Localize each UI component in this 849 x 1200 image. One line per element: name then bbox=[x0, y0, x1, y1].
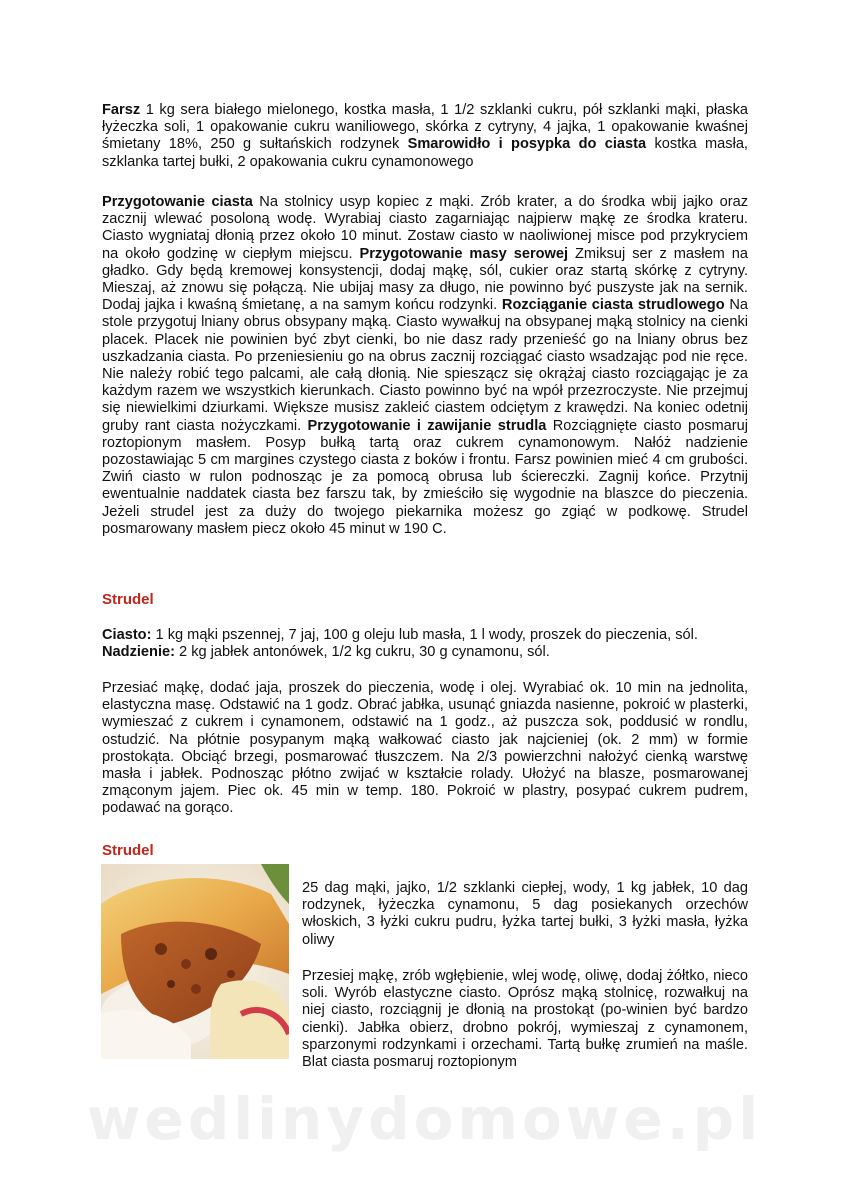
dough-prep-text: Na stolnicy usyp kopiec z mąki. Zrób krater, a do środka wbij jajko oraz zacznij wlewać posoloną wodę. Wyrabiaj ciasto zagarniając najpierw mąkę ze środka krateru. Ciasto wygniataj dłonią przez około 10 minut. Zostaw ciasto w naoliwionej misce pod przykryciem na około godzinę w ciepłym miejscu. bbox=[102, 194, 748, 262]
strudel2-ingredients-text: 25 dag mąki, jajko, 1/2 szklanki ciepłej, wody, 1 kg jabłek, 10 dag rodzynek, łyżeczka cynamonu, 5 dag posiekanych orzechów włoskich, 3 łyżki cukru pudru, łyżka tartej bułki, 3 łyżki masła, łyżka oliwy bbox=[302, 880, 748, 948]
cheese-mass-label: Przygotowanie masy serowej bbox=[359, 245, 569, 262]
topping-label: Smarowidło i posypka do ciasta bbox=[407, 136, 647, 153]
strudel-method bbox=[102, 680, 748, 818]
dough-ingredients: 1 kg mąki pszennej, 7 jaj, 100 g oleju lub masła, 1 l wody, proszek do pieczenia, sól. bbox=[151, 627, 698, 643]
dough-ingredients-line bbox=[102, 627, 748, 644]
rolling-text: Rozciągnięte ciasto posmaruj roztopionym masłem. Posyp bułką tartą oraz cukrem cynamonowym. Nałóż nadzienie pozostawiając 5 cm margines czystego ciasta z boków i frontu. Farsz powinien mieć 4 cm grubości. Zwiń ciasto w rulon podnosząc je za pomocą obrusa lub ściereczki. Zagnij końce. Przytnij ewentualnie naddatek ciasta bez farszu tak, by zmieściło się wygodnie na blaszce do pieczenia. Jeżeli strudel jest za duży do twojego piekarnika możesz go zgiąć w podkowę. Strudel posmarowany masłem piecz około 45 minut w 190 C. bbox=[102, 417, 748, 537]
strudel-heading-2: Strudel bbox=[102, 842, 154, 859]
stuffing-label: Nadzienie: bbox=[102, 644, 175, 661]
stretching-label: Rozciąganie ciasta strudlowego bbox=[501, 297, 725, 314]
stuffing-ingredients: 2 kg jabłek antonówek, 1/2 kg cukru, 30 g cynamonu, sól. bbox=[174, 644, 550, 661]
stretching-text: Na stole przygotuj lniany obrus obsypany mąką. Ciasto wywałkuj na obsypanej mąką stolnicy na cienki placek. Placek nie powinien być zbyt cienki, bo nie dasz rady przenieść go na lniany obrus bez uszkadzania ciasta. Po przeniesieniu go na obrus zacznij rozciągać ciasto wsadzając pod nie ręce. Nie należy robić tego palcami, ale całą dłonią. Nie spieszącz się okrążaj ciasto rozciągając je za każdym razem we wszystkich kierunkach. Ciasto powinno być na wpół przezroczyste. Nie przejmuj się niewielkimi dziurkami. Większe musisz zakleić ciastem odciętym z krawędzi. Na koniec odetnij gruby rant ciasta nożyczkami. bbox=[102, 297, 748, 434]
strudel2-method bbox=[302, 968, 748, 1071]
cheese-mass-text: Zmiksuj ser z masłem na gładko. Gdy będą kremowej konsystencji, dodaj mąkę, sól, cukier oraz startą skórkę z cytryny. Mieszaj, aż znowu się połączą. Nie ubijaj masy za długo, nie powinno być puszyste jak na sernik. Dodaj jajka i kwaśną śmietanę, a na samym końcu rodzynki. bbox=[102, 245, 748, 314]
watermark: wedlinydomowe.pl bbox=[86, 1085, 763, 1153]
filling-ingredients bbox=[102, 102, 748, 171]
topping-text: kostka masła, szklanka tartej bułki, 2 opakowania cukru cynamonowego bbox=[102, 136, 748, 170]
strudel2-ingredients bbox=[302, 880, 748, 949]
preparation-instructions bbox=[102, 194, 748, 538]
strudel-photo bbox=[101, 864, 289, 1059]
dough-prep-label: Przygotowanie ciasta bbox=[102, 194, 253, 210]
filling-ingredients-line bbox=[102, 644, 748, 661]
strudel-heading: Strudel bbox=[102, 591, 154, 608]
dough-label: Ciasto: bbox=[102, 627, 152, 643]
strudel-ingredients bbox=[102, 627, 748, 661]
filling-label: Farsz bbox=[102, 102, 141, 118]
rolling-label: Przygotowanie i zawijanie strudla bbox=[307, 417, 547, 434]
strudel2-method-text: Przesiej mąkę, zrób wgłębienie, wlej wodę, oliwę, dodaj żółtko, nieco soli. Wyrób elastyczne ciasto. Oprósz mąką stolnicę, rozwałkuj na niej ciasto, rozciągnij je dłonią na prostokąt (po-winien być bardzo cienki). Jabłka obierz, drobno pokrój, wymieszaj z cynamonem, sparzonymi rodzynkami i orzechami. Tartą bułkę zrumień na maśle. Blat ciasta posmaruj roztopionym bbox=[302, 968, 748, 1071]
strudel-method-text: Przesiać mąkę, dodać jaja, proszek do pieczenia, wodę i olej. Wyrabiać ok. 10 min na jednolita, elastyczna masę. Odstawić na 1 godz. Obrać jabłka, usunąć gniazda nasienne, pokroić w plasterki, wymieszać z cukrem i cynamonem, odstawić na 1 godz., aż puszcza sok, poddusić w rondlu, ostudzić. Na płótnie posypanym mąką wałkować ciasto jak najcieniej (ok. 2 mm) w formie prostokąta. Obciąć brzegi, posmarować tłuszczem. Na 2/3 powierzchni nałożyć cienką warstwę masła i jabłek. Podnosząc płótno zwijać w kształcie rolady. Ułożyć na blasze, posmarowanej zmąconym jajem. Piec ok. 45 min w temp. 180. Pokroić w plastry, posypać cukrem pudrem, podawać na gorąco. bbox=[102, 680, 748, 817]
preparation-paragraph bbox=[102, 194, 748, 538]
filling-paragraph bbox=[102, 102, 748, 171]
filling-text: 1 kg sera białego mielonego, kostka masła, 1 1/2 szklanki cukru, pół szklanki mąki, płaska łyżeczka soli, 1 opakowanie cukru waniliowego, skórka z cytryny, 4 jajka, 1 opakowanie kwaśnej śmietany 18%, 250 g sułtańskich rodzynek bbox=[102, 102, 748, 153]
